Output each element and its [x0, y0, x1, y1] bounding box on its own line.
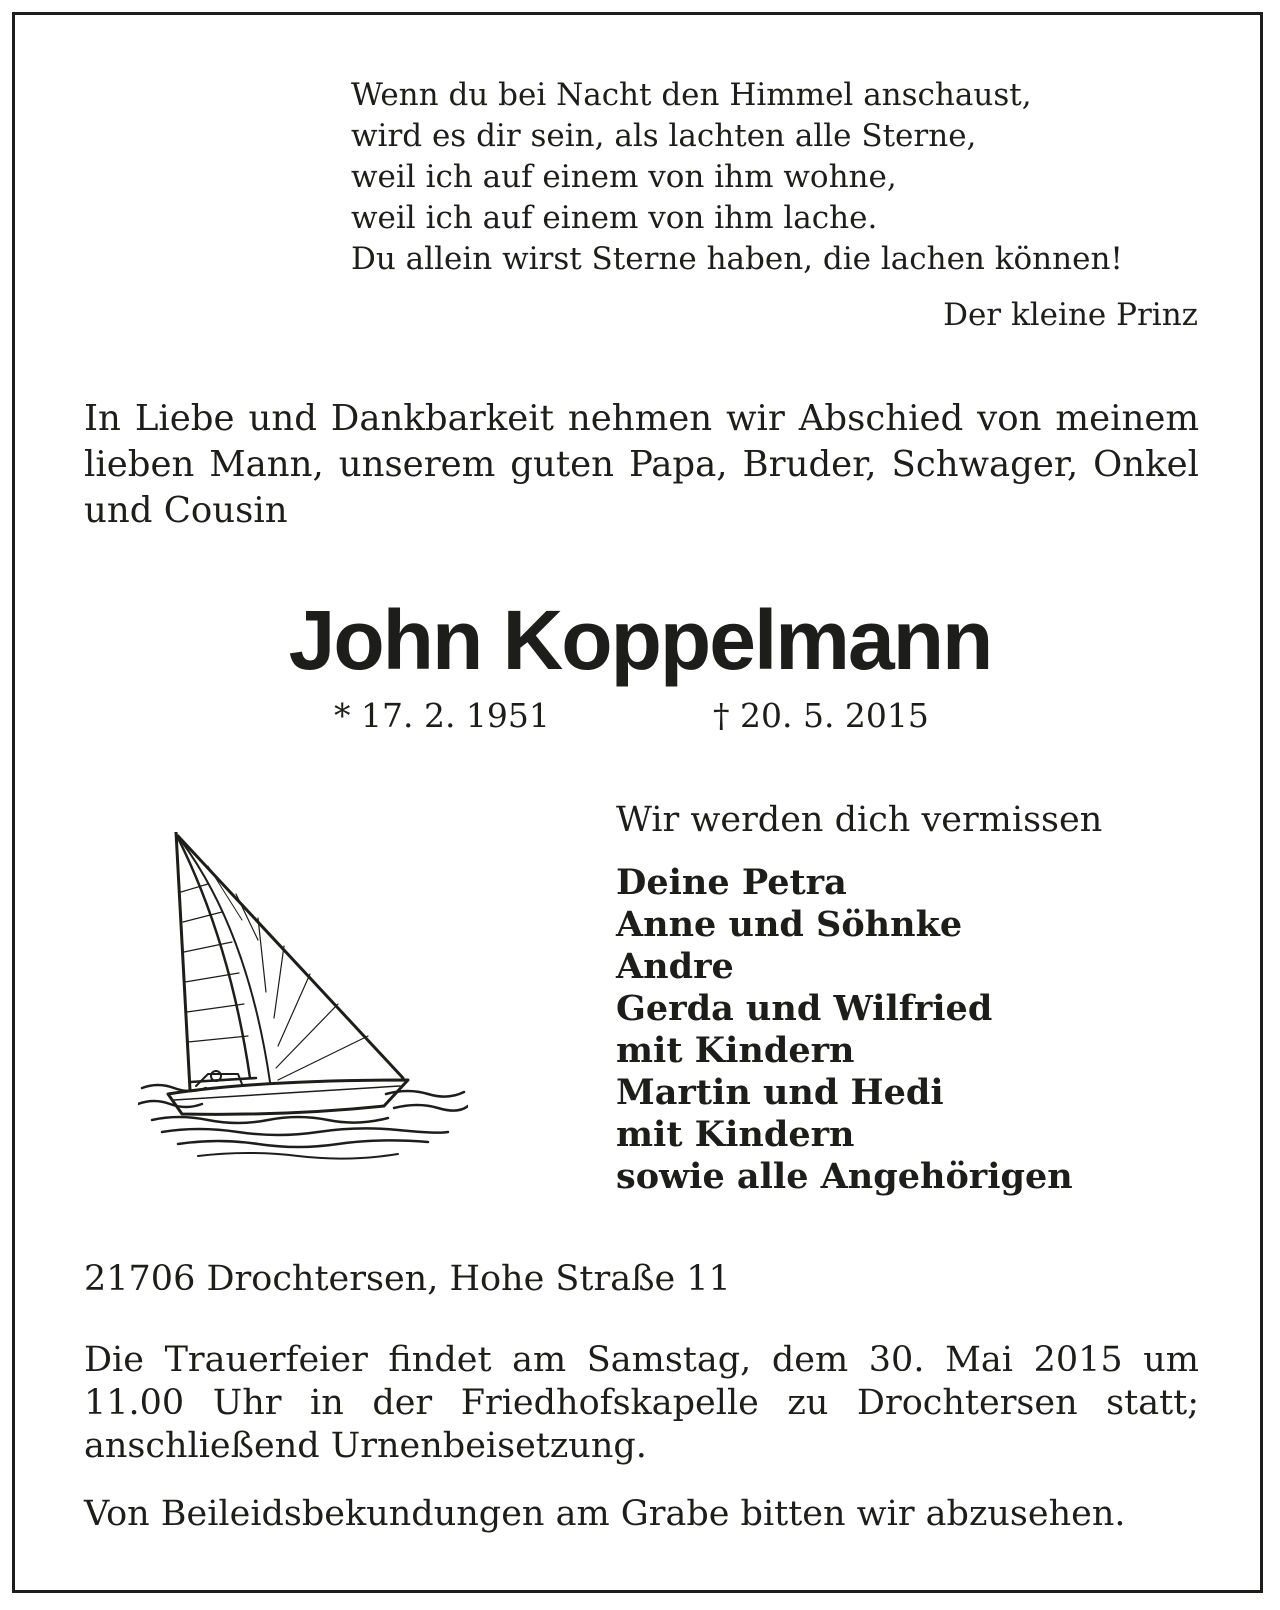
poem-line: Wenn du bei Nacht den Himmel anschaust, — [351, 77, 1032, 113]
condolence-note: Von Beileidsbekundungen am Grabe bitten wir abzusehen. — [84, 1494, 1126, 1534]
poem-line: weil ich auf einem von ihm lache. — [351, 200, 878, 236]
mourner-item: Deine Petra — [616, 862, 847, 903]
family-address: 21706 Drochtersen, Hohe Straße 11 — [84, 1259, 731, 1299]
mourner-item: Andre — [616, 946, 734, 987]
intro-text: In Liebe und Dankbarkeit nehmen wir Abschied von meinem lieben Mann, unserem guten Papa, Bruder, Schwager, Onkel und Cousin — [84, 398, 1199, 531]
poem-quote — [351, 75, 1199, 280]
poem-line: weil ich auf einem von ihm wohne, — [351, 159, 897, 195]
mourner-item: Gerda und Wilfried — [616, 988, 993, 1029]
mourner-item: sowie alle Angehörigen — [616, 1156, 1073, 1197]
poem-author: Der kleine Prinz — [943, 297, 1198, 333]
mourner-item: Anne und Söhnke — [616, 904, 963, 945]
mourners-list — [616, 862, 1073, 1198]
poem-line: Du allein wirst Sterne haben, die lachen können! — [351, 241, 1123, 277]
birth-date: * 17. 2. 1951 — [334, 696, 550, 735]
poem-line: wird es dir sein, als lachten alle Sterne, — [351, 118, 977, 154]
death-date: † 20. 5. 2015 — [713, 696, 929, 735]
mourner-item: Martin und Hedi — [616, 1072, 944, 1113]
mourner-item: mit Kindern — [616, 1030, 855, 1071]
deceased-name: John Koppelmann — [288, 593, 992, 687]
sailboat-illustration — [138, 832, 468, 1182]
miss-text: Wir werden dich vermissen — [616, 800, 1103, 840]
mourner-item: mit Kindern — [616, 1114, 855, 1155]
service-details: Die Trauerfeier findet am Samstag, dem 30. Mai 2015 um 11.00 Uhr in der Friedhofskapelle zu Drochtersen statt; anschließend Urnenbeisetzung. — [84, 1340, 1199, 1466]
